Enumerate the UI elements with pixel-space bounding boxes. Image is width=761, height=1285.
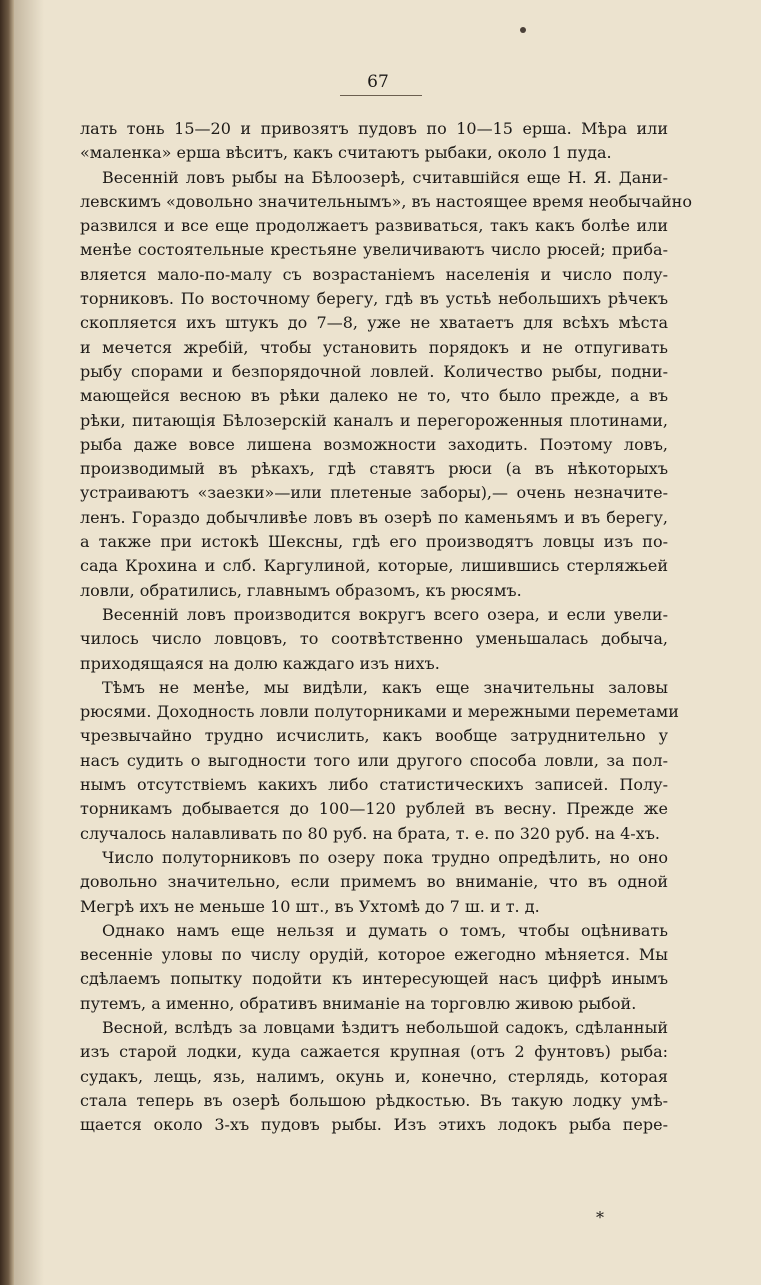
paragraph (80, 603, 668, 676)
text-line: довольно значительно, если примемъ во вниманіе, что въ одной (80, 872, 668, 892)
paragraph (80, 676, 679, 846)
text-line: рюсями. Доходность ловли полуторниками и мережными переметами (80, 702, 679, 722)
book-binding-edge (0, 0, 14, 1285)
gutter-shadow (14, 0, 44, 1285)
text-line: вляется мало-по-малу съ возрастаніемъ населенія и число полу- (80, 264, 668, 284)
text-line: Однако намъ еще нельзя и думать о томъ, чтобы оцѣнивать (102, 920, 668, 940)
paragraph (80, 166, 692, 603)
text-line: мающейся весною въ рѣки далеко не то, что было прежде, а въ (80, 386, 668, 406)
page-number: 67 (367, 72, 389, 92)
text-line: Весенній ловъ рыбы на Бѣлоозерѣ, считавшійся еще Н. Я. Дани- (102, 167, 668, 187)
text-line: торниковъ. По восточному берегу, гдѣ въ устьѣ небольшихъ рѣчекъ (80, 289, 668, 309)
text-line: лать тонь 15—20 и привозятъ пудовъ по 10—15 ерша. Мѣра или (80, 119, 668, 138)
text-line: менѣе состоятельные крестьяне увеличиваютъ число рюсей; приба- (80, 240, 668, 260)
text-line: сада Крохина и слб. Каргулиной, которые, лишившись стерляжьей (80, 556, 668, 576)
text-line: рыба даже вовсе лишена возможности заходить. Поэтому ловъ, (80, 434, 668, 454)
text-line: рѣки, питающія Бѣлозерскій каналъ и перегороженныя плотинами, (80, 410, 668, 430)
text-line: путемъ, а именно, обративъ вниманіе на торговлю живою рыбой. (80, 993, 637, 1013)
text-line: судакъ, лещь, язь, налимъ, окунь и, конечно, стерлядь, которая (80, 1066, 668, 1086)
text-line: Число полуторниковъ по озеру пока трудно опредѣлить, но оно (102, 847, 668, 867)
text-line: рыбу спорами и безпорядочной ловлей. Количество рыбы, подни- (80, 361, 668, 381)
text-line: насъ судить о выгодности того или другого способа ловли, за пол- (80, 750, 668, 770)
text-line: левскимъ «довольно значительнымъ», въ настоящее время необычайно (80, 191, 692, 211)
paragraph (80, 1016, 668, 1137)
text-line: скопляется ихъ штукъ до 7—8, уже не хватаетъ для всѣхъ мѣста (80, 313, 668, 333)
text-line: чилось число ловцовъ, то соотвѣтственно уменьшалась добыча, (80, 629, 668, 649)
text-line: и мечется жребій, чтобы установить порядокъ и не отпугивать (80, 337, 668, 357)
header-rule (340, 95, 422, 96)
text-line: нымъ отсутствіемъ какихъ либо статистическихъ записей. Полу- (80, 775, 668, 795)
paper-spot (520, 27, 526, 33)
paragraph (80, 117, 668, 166)
text-line: стала теперь въ озерѣ большою рѣдкостью. Въ такую лодку умѣ- (80, 1090, 668, 1110)
text-line: Весной, вслѣдъ за ловцами ѣздитъ небольшой садокъ, сдѣланный (102, 1017, 668, 1037)
text-line: а также при истокѣ Шексны, гдѣ его производятъ ловцы изъ по- (80, 532, 668, 552)
body-text (80, 117, 692, 1137)
text-line: сдѣлаемъ попытку подойти къ интересующей насъ цифрѣ инымъ (80, 969, 668, 989)
text-line: Тѣмъ не менѣе, мы видѣли, какъ еще значительны заловы (102, 677, 668, 697)
text-line: приходящаяся на долю каждаго изъ нихъ. (80, 653, 440, 673)
text-line: устраиваютъ «заезки»—или плетеные заборы),— очень незначите- (80, 483, 668, 503)
text-line: развился и все еще продолжаетъ развиваться, такъ какъ болѣе или (80, 216, 668, 236)
text-line: изъ старой лодки, куда сажается крупная (отъ 2 фунтовъ) рыба: (80, 1042, 668, 1062)
text-line: случалось налавливать по 80 руб. на брата, т. е. по 320 руб. на 4-хъ. (80, 823, 660, 843)
text-line: ленъ. Гораздо добычливѣе ловъ въ озерѣ по каменьямъ и въ берегу, (80, 507, 668, 527)
text-line: Весенній ловъ производится вокругъ всего озера, и если увели- (102, 604, 668, 624)
text-line: производимый въ рѣкахъ, гдѣ ставятъ рюси (а въ нѣкоторыхъ (80, 459, 668, 479)
text-line: Мегрѣ ихъ не меньше 10 шт., въ Ухтомѣ до 7 ш. и т. д. (80, 896, 540, 916)
text-line: весенніе уловы по числу орудій, которое ежегодно мѣняется. Мы (80, 945, 668, 965)
signature-mark: * (596, 1208, 604, 1227)
paragraph (80, 919, 668, 1016)
text-line: чрезвычайно трудно исчислить, какъ вообще затруднительно у (80, 726, 668, 746)
text-line: ловли, обратились, главнымъ образомъ, къ рюсямъ. (80, 580, 522, 600)
text-line: «маленка» ерша вѣситъ, какъ считаютъ рыбаки, около 1 пуда. (80, 143, 612, 163)
paragraph (80, 846, 668, 919)
text-line: щается около 3-хъ пудовъ рыбы. Изъ этихъ лодокъ рыба пере- (80, 1115, 668, 1135)
text-line: торникамъ добывается до 100—120 рублей въ весну. Прежде же (80, 799, 668, 819)
